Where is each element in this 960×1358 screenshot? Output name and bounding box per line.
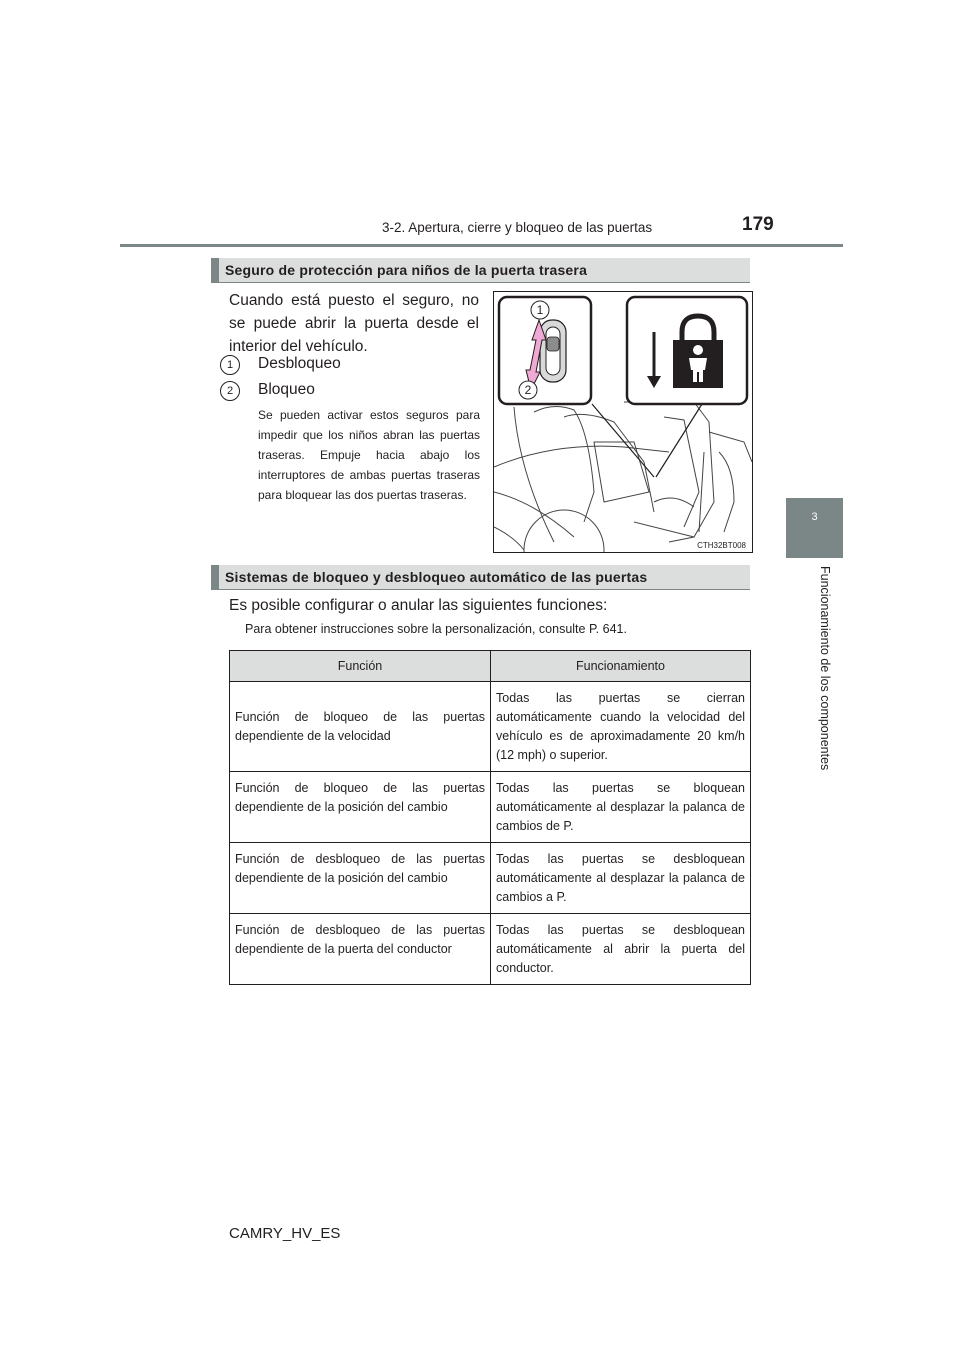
section-heading-auto-lock [211, 565, 750, 590]
car-door-sketch [494, 402, 752, 552]
callout-badge-1: 1 [220, 355, 240, 375]
table-cell-operation: Todas las puertas se desbloquean automáticamente al desplazar la palanca de cambios a P. [491, 843, 751, 914]
table-row [230, 682, 751, 772]
callout-badge-2: 2 [220, 381, 240, 401]
auto-lock-intro: Es posible configurar o anular las siguientes funciones: [229, 597, 608, 614]
table-cell-function: Función de desbloqueo de las puertas dependiente de la posición del cambio [230, 843, 491, 914]
section-heading-text: Seguro de protección para niños de la puerta trasera [225, 262, 588, 278]
child-lock-intro: Cuando está puesto el seguro, no se puede abrir la puerta desde el interior del vehículo. [229, 292, 479, 355]
chapter-tab [786, 498, 843, 558]
section-heading-child-lock [211, 258, 750, 283]
list-item-label: Desbloqueo [258, 355, 341, 372]
table-row [230, 914, 751, 985]
column-header-function: Función [230, 651, 491, 682]
figure-callout-2: 2 [524, 383, 532, 397]
table-cell-function: Función de bloqueo de las puertas dependiente de la velocidad [230, 682, 491, 772]
child-lock-note: Se pueden activar estos seguros para impedir que los niños abran las puertas traseras. Empuje hacia abajo los interruptores de ambas puertas traseras para bloquear las dos puertas traseras. [258, 408, 480, 502]
table-row [230, 843, 751, 914]
section-heading-text: Sistemas de bloqueo y desbloqueo automático de las puertas [225, 569, 648, 585]
column-header-operation: Funcionamiento [491, 651, 751, 682]
child-lock-figure-svg [494, 292, 752, 552]
table-row [230, 772, 751, 843]
table-header-row [230, 651, 751, 682]
chapter-tab-title: Funcionamiento de los componentes [818, 566, 832, 771]
child-icon [693, 345, 703, 355]
list-item-label: Bloqueo [258, 381, 315, 398]
table-cell-operation: Todas las puertas se desbloquean automáticamente al abrir la puerta del conductor. [491, 914, 751, 985]
page-number: 179 [742, 214, 774, 235]
figure-callout-1: 1 [536, 303, 544, 317]
chapter-tab-number: 3 [811, 511, 818, 523]
table-cell-operation: Todas las puertas se bloquean automáticamente al desplazar la palanca de cambios de P. [491, 772, 751, 843]
table-cell-function: Función de desbloqueo de las puertas dependiente de la puerta del conductor [230, 914, 491, 985]
table-cell-operation: Todas las puertas se cierran automáticamente cuando la velocidad del vehículo es de aproximadamente 20 km/h (12 mph) o superior. [491, 682, 751, 772]
running-header-title: 3-2. Apertura, cierre y bloqueo de las puertas [382, 220, 653, 235]
customization-note: Para obtener instrucciones sobre la personalización, consulte P. 641. [245, 622, 627, 636]
footer-model-code: CAMRY_HV_ES [229, 1225, 341, 1242]
figure-code: CTH32BT008 [697, 541, 746, 550]
functions-table [229, 650, 751, 985]
header-rule [120, 244, 843, 247]
table-cell-function: Función de bloqueo de las puertas dependiente de la posición del cambio [230, 772, 491, 843]
child-lock-illustration [493, 291, 753, 553]
